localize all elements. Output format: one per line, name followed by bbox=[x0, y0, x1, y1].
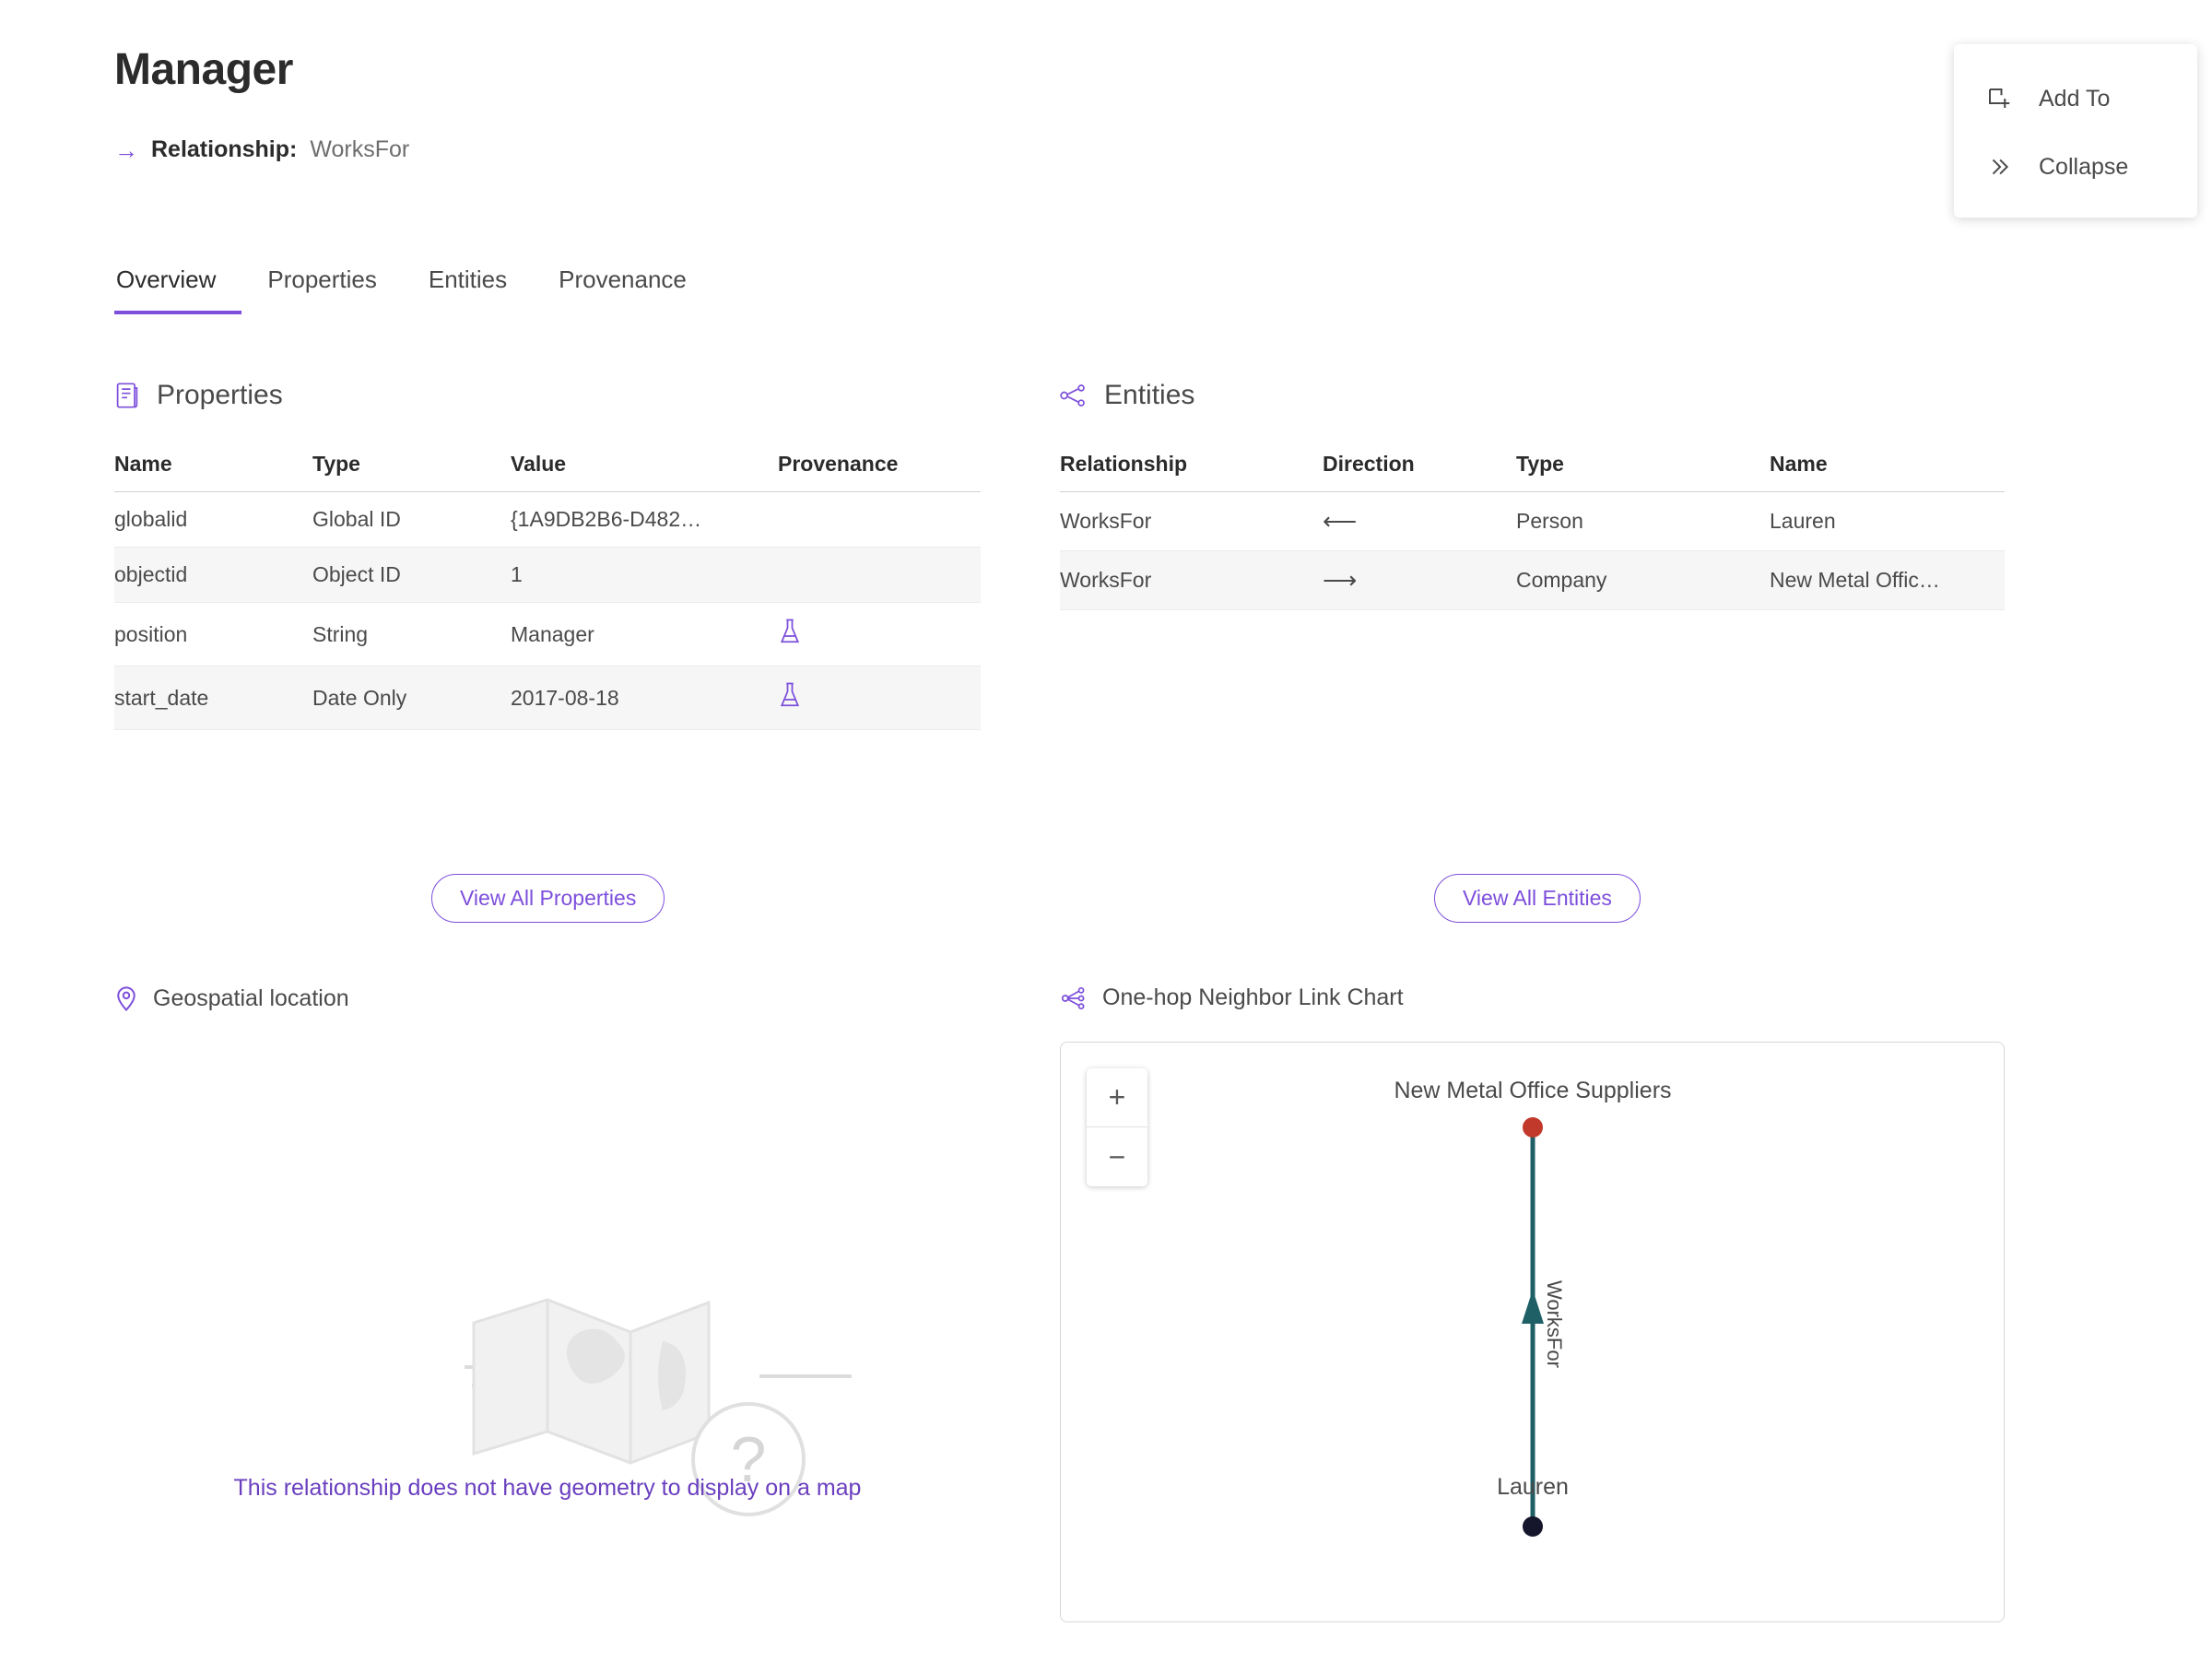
chevron-double-right-icon bbox=[1985, 153, 2013, 181]
link-chart-icon bbox=[1060, 985, 1088, 1011]
entities-section-heading bbox=[1060, 380, 1194, 411]
property-value: {1A9DB2B6-D482… bbox=[511, 492, 778, 548]
properties-col-name: Name bbox=[114, 452, 312, 492]
svg-text:?: ? bbox=[730, 1423, 767, 1495]
property-value: 2017-08-18 bbox=[511, 666, 778, 730]
relationship-subtitle bbox=[114, 136, 409, 163]
entity-type: Company bbox=[1516, 551, 1770, 610]
entity-relationship: WorksFor bbox=[1060, 551, 1323, 610]
link-chart-canvas[interactable] bbox=[1060, 1042, 2005, 1622]
tab-overview[interactable]: Overview bbox=[114, 265, 241, 314]
add-to-button[interactable] bbox=[1954, 65, 2197, 133]
relationship-label: Relationship: bbox=[151, 136, 298, 162]
flask-icon[interactable] bbox=[778, 618, 802, 645]
table-row[interactable] bbox=[1060, 492, 2005, 551]
entity-direction-icon: ⟶ bbox=[1323, 551, 1516, 610]
properties-col-type: Type bbox=[312, 452, 511, 492]
map-pin-icon bbox=[114, 984, 138, 1012]
entities-col-name: Name bbox=[1770, 452, 2005, 492]
link-chart-heading bbox=[1060, 984, 1404, 1011]
properties-heading-label: Properties bbox=[157, 380, 283, 410]
entity-type: Person bbox=[1516, 492, 1770, 551]
link-chart-heading-label: One-hop Neighbor Link Chart bbox=[1102, 984, 1404, 1010]
property-provenance bbox=[778, 548, 981, 603]
property-name: globalid bbox=[114, 492, 312, 548]
entities-graph-icon bbox=[1060, 383, 1088, 408]
tab-provenance[interactable]: Provenance bbox=[559, 265, 687, 293]
action-panel bbox=[1954, 44, 2197, 218]
properties-table-header bbox=[114, 452, 981, 492]
table-row[interactable] bbox=[1060, 551, 2005, 610]
properties-icon bbox=[114, 382, 140, 409]
arrow-right-icon: → bbox=[114, 136, 138, 164]
property-name: start_date bbox=[114, 666, 312, 730]
entity-name-link[interactable]: New Metal Offic… bbox=[1770, 551, 2005, 610]
property-name: objectid bbox=[114, 548, 312, 603]
entities-table-header bbox=[1060, 452, 2005, 492]
tab-entities[interactable]: Entities bbox=[428, 265, 508, 293]
property-provenance bbox=[778, 492, 981, 548]
relationship-value: WorksFor bbox=[310, 136, 410, 162]
add-to-icon bbox=[1985, 85, 2013, 112]
page-title: Manager bbox=[114, 45, 293, 94]
flask-icon[interactable] bbox=[778, 681, 802, 709]
zoom-out-button[interactable]: − bbox=[1108, 1139, 1126, 1173]
property-name: position bbox=[114, 603, 312, 666]
properties-col-provenance: Provenance bbox=[778, 452, 981, 492]
entities-col-type: Type bbox=[1516, 452, 1770, 492]
entities-heading-label: Entities bbox=[1104, 380, 1195, 410]
entities-col-relationship: Relationship bbox=[1060, 452, 1323, 492]
tab-bar bbox=[114, 265, 712, 314]
properties-col-value: Value bbox=[511, 452, 778, 492]
zoom-in-button[interactable]: + bbox=[1087, 1068, 1147, 1127]
properties-table bbox=[114, 452, 981, 730]
table-row[interactable] bbox=[114, 603, 981, 666]
table-row[interactable] bbox=[114, 666, 981, 730]
entity-name-link[interactable]: Lauren bbox=[1770, 492, 2005, 551]
collapse-button[interactable] bbox=[1954, 133, 2197, 201]
property-type: String bbox=[312, 603, 511, 666]
node-label-bottom[interactable]: Lauren bbox=[1497, 1474, 1569, 1500]
link-chart-graph bbox=[1061, 1043, 2004, 1621]
view-all-entities-button[interactable]: View All Entities bbox=[1434, 874, 1641, 923]
property-value: Manager bbox=[511, 603, 778, 666]
geospatial-heading bbox=[114, 984, 349, 1012]
property-type: Global ID bbox=[312, 492, 511, 548]
properties-section-heading bbox=[114, 380, 283, 411]
tab-properties[interactable]: Properties bbox=[267, 265, 377, 293]
entity-direction-icon: ⟵ bbox=[1323, 492, 1516, 551]
property-value: 1 bbox=[511, 548, 778, 603]
table-row[interactable] bbox=[114, 492, 981, 548]
node-label-top[interactable]: New Metal Office Suppliers bbox=[1394, 1078, 1672, 1103]
map-empty-illustration bbox=[114, 1055, 981, 1516]
view-all-properties-button[interactable]: View All Properties bbox=[431, 874, 665, 923]
table-row[interactable] bbox=[114, 548, 981, 603]
property-provenance bbox=[778, 603, 981, 666]
property-type: Object ID bbox=[312, 548, 511, 603]
add-to-label: Add To bbox=[2039, 85, 2111, 112]
entities-col-direction: Direction bbox=[1323, 452, 1516, 492]
property-type: Date Only bbox=[312, 666, 511, 730]
map-empty-message: This relationship does not have geometry to display on a map bbox=[233, 1475, 862, 1501]
edge-label-worksfor: WorksFor bbox=[1543, 1280, 1566, 1368]
entity-relationship: WorksFor bbox=[1060, 492, 1323, 551]
entities-table bbox=[1060, 452, 2005, 610]
property-provenance bbox=[778, 666, 981, 730]
collapse-label: Collapse bbox=[2039, 153, 2129, 180]
geospatial-heading-label: Geospatial location bbox=[153, 984, 349, 1011]
